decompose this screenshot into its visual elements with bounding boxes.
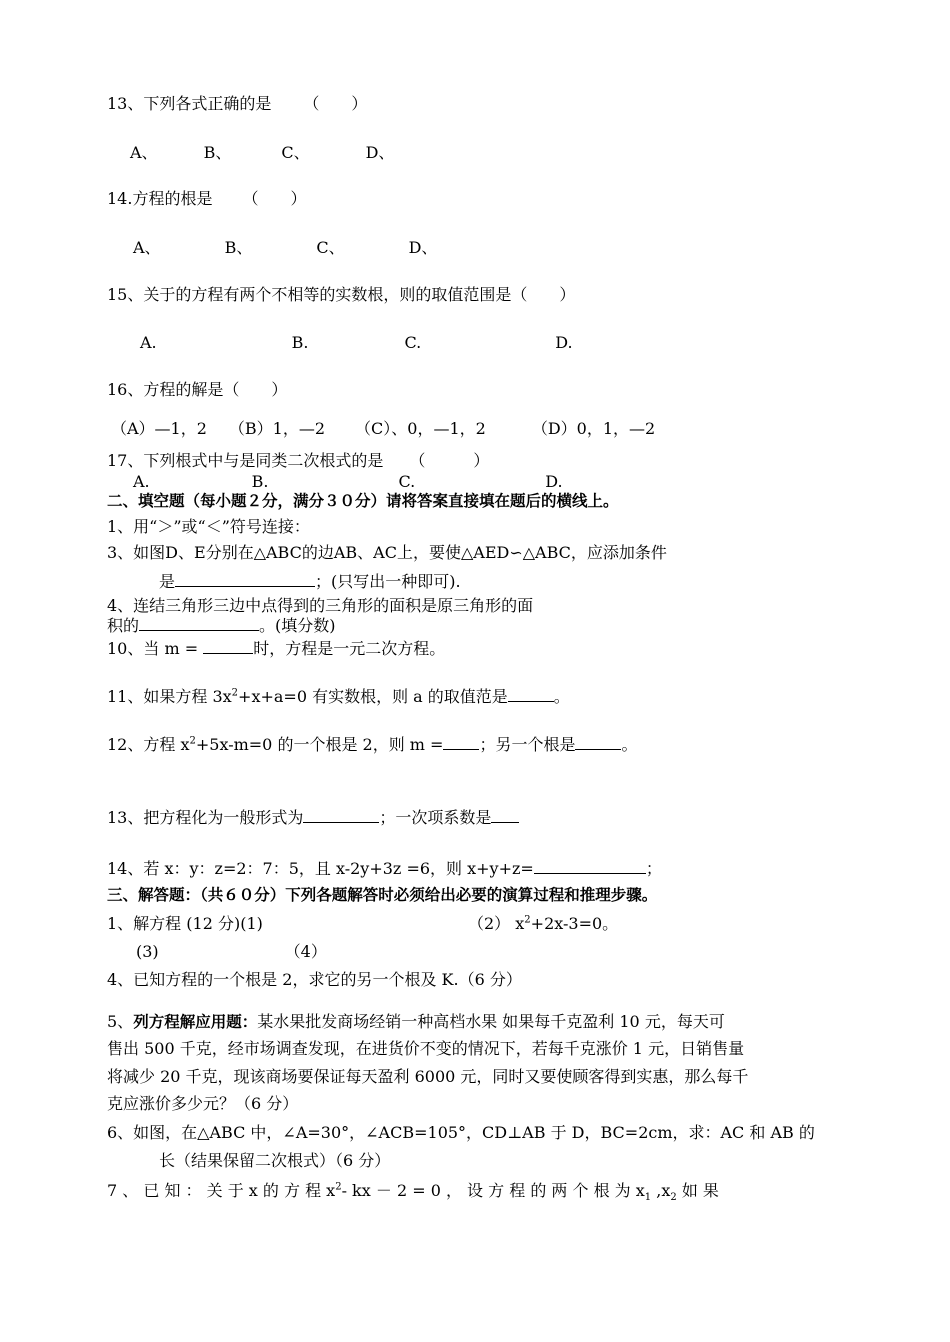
answer-blank[interactable] <box>575 733 621 750</box>
q14-stem: 14.方程的根是 （ ） <box>107 189 307 208</box>
answer-blank[interactable] <box>508 685 554 702</box>
answer-6-line2: 长（结果保留二次根式）（6 分） <box>159 1151 391 1170</box>
fill-10: 10、当 m = 时，方程是一元二次方程。 <box>107 639 446 658</box>
answer-1-part3: (3) （4） <box>136 942 327 961</box>
answer-blank[interactable] <box>534 857 646 874</box>
answer-blank[interactable] <box>443 733 479 750</box>
fill-4-line1: 4、连结三角形三边中点得到的三角形的面积是原三角形的面 <box>107 596 534 615</box>
answer-blank[interactable] <box>139 614 259 631</box>
q16-stem: 16、方程的解是（ ） <box>107 380 288 399</box>
answer-blank[interactable] <box>175 570 315 587</box>
q15-options: A. B. C. D. <box>140 333 573 352</box>
q15-stem: 15、关于的方程有两个不相等的实数根，则的取值范围是（ ） <box>107 285 576 304</box>
fill-3-line1: 3、如图D、E分别在△ABC的边AB、AC上，要使△AED∽△ABC，应添加条件 <box>107 543 667 562</box>
fill-4-line2: 积的 。(填分数) <box>107 616 336 635</box>
answer-blank[interactable] <box>303 806 379 823</box>
answer-5-line4: 克应涨价多少元？（6 分） <box>107 1094 299 1113</box>
fill-14: 14、若 x：y：z=2：7：5，且 x-2y+3z =6，则 x+y+z= ； <box>107 859 662 878</box>
answer-blank[interactable] <box>491 806 519 823</box>
q17-stem: 17、下列根式中与是同类二次根式的是 （ ） <box>107 451 490 470</box>
q14-options: A、 B、 C、 D、 <box>133 238 438 257</box>
fill-3-line2: 是 ；(只写出一种即可). <box>159 572 461 591</box>
answer-7: 7 、 已 知 ： 关 于 x 的 方 程 $x^2-$ kx － 2 = 0 ， 设 方 程 的 两 个 根 为 $x_1$ $,x_2$ 如 果 <box>107 1181 719 1204</box>
fill-1: 1、用“＞”或“＜”符号连接： <box>107 517 310 536</box>
fill-11: 11、如果方程 $3x^2+x+a=0$ 有实数根，则 a 的取值范是 。 <box>107 687 570 706</box>
answer-5-line3: 将减少 20 千克，现该商场要保证每天盈利 6000 元，同时又要使顾客得到实惠，那么每千 <box>107 1067 749 1086</box>
q17-options: A. B. C. D. <box>133 472 563 491</box>
answer-blank[interactable] <box>203 637 253 654</box>
fill-12: 12、方程 $x^2+5x-m=0$ 的一个根是 2，则 m = ；另一个根是 。 <box>107 735 638 754</box>
answer-6-line1: 6、如图，在△ABC 中，∠A=30°，∠ACB=105°，CD⊥AB 于 D，BC=2cm，求：AC 和 AB 的 <box>107 1123 815 1142</box>
answer-1: 1、解方程 (12 分)(1) <box>107 914 263 933</box>
section-2-title: 二、填空题（每小题２分，满分３０分）请将答案直接填在题后的横线上。 <box>107 492 619 510</box>
answer-4: 4、已知方程的一个根是 2，求它的另一个根及 K.（6 分） <box>107 970 522 989</box>
q13-stem: 13、下列各式正确的是 （ ） <box>107 94 368 113</box>
answer-5-line2: 售出 500 千克，经市场调查发现，在进货价不变的情况下，若每千克涨价 1 元，日销售量 <box>107 1039 745 1058</box>
q16-options: （A）—1，2 （B）1，—2 （C）、0，—1，2 （D）0，1，—2 <box>111 419 656 438</box>
section-3-title: 三、解答题：（共６０分）下列各题解答时必须给出必要的演算过程和推理步骤。 <box>107 886 658 904</box>
answer-1-part2: （2） $x^2+2x-3=0$。 <box>468 914 619 933</box>
answer-5-line1: 5、列方程解应用题：某水果批发商场经销一种高档水果 如果每千克盈利 10 元，每天可 <box>107 1012 725 1031</box>
q13-options: A、 B、 C、 D、 <box>130 143 395 162</box>
fill-13: 13、把方程化为一般形式为 ；一次项系数是 <box>107 806 519 828</box>
